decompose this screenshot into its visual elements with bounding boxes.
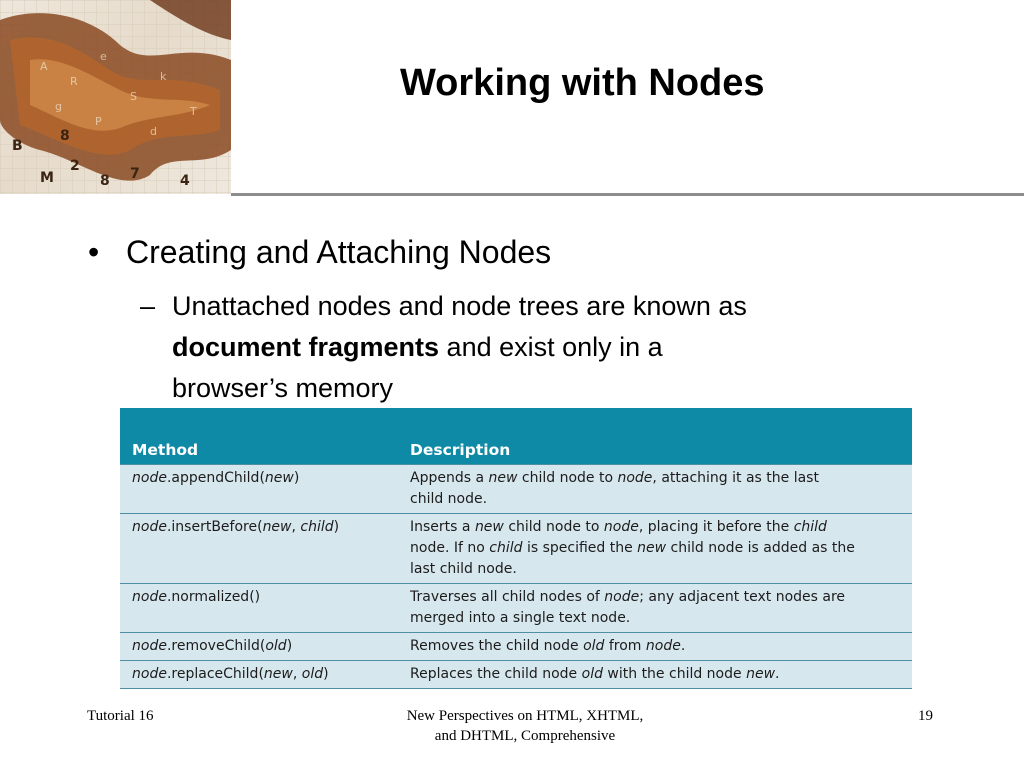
method-cell — [120, 514, 398, 584]
description-run: child — [793, 519, 827, 535]
table-row — [120, 633, 912, 661]
description-run: Appends a — [410, 470, 489, 486]
table-header-row — [120, 408, 912, 465]
svg-text:A: A — [40, 60, 48, 73]
svg-text:R: R — [70, 75, 78, 88]
description-run: last child node. — [410, 561, 517, 577]
description-line — [410, 559, 900, 580]
main-bullet-text: Creating and Attaching Nodes — [126, 234, 552, 270]
description-run: new — [474, 519, 504, 535]
description-run: node. If no — [410, 540, 490, 556]
method-run: new — [264, 470, 294, 486]
description-run: merged into a single text node. — [410, 610, 631, 626]
description-run: child node. — [410, 491, 488, 507]
svg-text:e: e — [100, 50, 107, 63]
description-run: new — [746, 666, 776, 682]
description-run: child — [489, 540, 523, 556]
svg-text:T: T — [190, 105, 197, 118]
method-run: .removeChild( — [166, 638, 266, 654]
description-run: . — [775, 666, 780, 682]
description-run: node — [603, 519, 639, 535]
method-run: .insertBefore( — [166, 519, 263, 535]
sub-bullet-text — [172, 286, 922, 409]
description-run: Traverses all child nodes of — [410, 589, 605, 605]
header-description: Description — [398, 408, 912, 465]
svg-text:k: k — [160, 70, 167, 83]
description-line — [410, 608, 900, 629]
method-run: ) — [293, 470, 300, 486]
svg-text:S: S — [130, 90, 137, 103]
method-run: old — [265, 638, 287, 654]
method-run: ) — [333, 519, 340, 535]
svg-text:7: 7 — [130, 166, 140, 182]
description-cell — [398, 633, 912, 661]
method-run: .normalized() — [166, 589, 261, 605]
description-cell — [398, 514, 912, 584]
method-run: .replaceChild( — [166, 666, 264, 682]
method-run: .appendChild( — [166, 470, 265, 486]
method-run: ) — [323, 666, 329, 682]
sub-bullet-line-1: Unattached nodes and node trees are known as — [172, 291, 747, 321]
table-row — [120, 661, 912, 689]
description-line — [410, 517, 900, 538]
description-run: old — [583, 638, 605, 654]
description-run: child node is added as the — [666, 540, 855, 556]
svg-text:g: g — [55, 100, 62, 113]
svg-text:d: d — [150, 125, 157, 138]
letter-collage-graphic — [0, 0, 231, 194]
description-run: ; any adjacent text nodes are — [639, 589, 846, 605]
description-line — [410, 489, 900, 510]
method-run: node — [132, 470, 167, 486]
letter-collage-image — [0, 0, 231, 194]
description-run: new — [637, 540, 667, 556]
method-run: new — [262, 519, 292, 535]
method-run: old — [301, 666, 324, 682]
svg-text:P: P — [95, 115, 102, 128]
bullet-dot-icon: • — [88, 234, 100, 270]
method-run: node — [132, 519, 167, 535]
description-run: Replaces the child node — [410, 666, 582, 682]
svg-text:M: M — [40, 170, 54, 186]
footer-book-title — [360, 706, 690, 746]
description-run: node — [604, 589, 640, 605]
table-row — [120, 584, 912, 633]
sub-bullet-line-2-rest: and exist only in a — [439, 332, 663, 362]
description-run: new — [488, 470, 518, 486]
method-cell — [120, 465, 398, 514]
description-line — [410, 664, 900, 685]
table-body — [120, 465, 912, 689]
description-cell — [398, 584, 912, 633]
main-bullet — [88, 232, 551, 272]
description-line — [410, 538, 900, 559]
method-run: node — [132, 666, 167, 682]
slide-title: Working with Nodes — [400, 62, 765, 104]
svg-text:4: 4 — [180, 173, 190, 189]
footer-book-title-line-2: and DHTML, Comprehensive — [434, 728, 616, 744]
description-cell — [398, 465, 912, 514]
footer-tutorial: Tutorial 16 — [87, 708, 154, 724]
description-cell — [398, 661, 912, 689]
dash-icon: – — [140, 291, 156, 321]
description-run: child node to — [503, 519, 604, 535]
sub-bullet-bold-term: document fragments — [172, 332, 440, 362]
description-run: . — [680, 638, 686, 654]
method-run: , — [292, 666, 302, 682]
method-run: node — [132, 638, 167, 654]
description-run: Removes the child node — [410, 638, 584, 654]
table-row — [120, 514, 912, 584]
method-cell — [120, 661, 398, 689]
sub-bullet-line-2 — [172, 327, 922, 368]
sub-bullet-line-3: browser’s memory — [172, 373, 394, 403]
method-cell — [120, 584, 398, 633]
method-run: node — [132, 589, 167, 605]
node-methods-table — [120, 408, 912, 689]
svg-text:2: 2 — [70, 158, 80, 174]
method-run: child — [300, 519, 334, 535]
description-run: old — [581, 666, 603, 682]
svg-text:8: 8 — [60, 128, 70, 144]
svg-text:B: B — [12, 138, 23, 154]
description-run: , attaching it as the last — [652, 470, 819, 486]
description-line — [410, 636, 900, 657]
description-run: Inserts a — [410, 519, 475, 535]
description-run: child node to — [517, 470, 618, 486]
method-run: new — [263, 666, 293, 682]
description-run: , placing it before the — [638, 519, 794, 535]
method-run: ) — [286, 638, 293, 654]
description-run: from — [604, 638, 646, 654]
header-method: Method — [120, 408, 398, 465]
table-row — [120, 465, 912, 514]
method-run: , — [291, 519, 301, 535]
method-cell — [120, 633, 398, 661]
footer-book-title-line-1: New Perspectives on HTML, XHTML, — [406, 708, 644, 724]
description-run: with the child node — [602, 666, 747, 682]
description-run: node — [645, 638, 681, 654]
svg-text:8: 8 — [100, 173, 110, 189]
description-line — [410, 587, 900, 608]
title-divider — [231, 193, 1024, 196]
description-run: is specified the — [522, 540, 638, 556]
description-run: node — [617, 470, 653, 486]
description-line — [410, 468, 900, 489]
page-number: 19 — [918, 708, 933, 724]
